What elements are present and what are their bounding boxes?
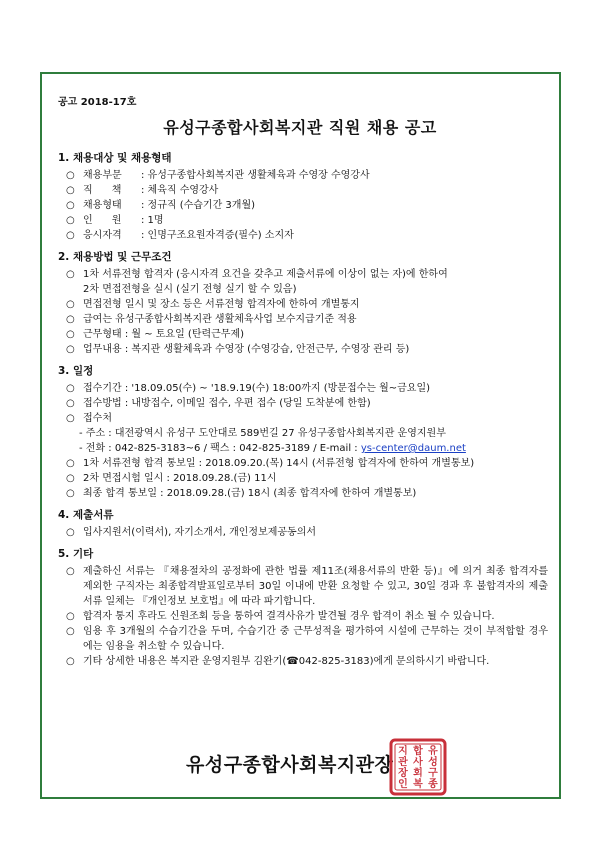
item-text: 기타 상세한 내용은 복지관 운영지원부 김완기(☎042-825-3183)에게 문의하시기 바랍니다. xyxy=(83,656,490,667)
list-item xyxy=(66,198,548,213)
list-item xyxy=(66,228,548,243)
item-value: : 유성구종합사회복지관 생활체육과 수영장 수영강사 xyxy=(141,170,370,181)
circle-bullet-icon: ○ xyxy=(66,299,75,310)
circle-bullet-icon: ○ xyxy=(66,344,75,355)
page-title: 유성구종합사회복지관 직원 채용 공고 xyxy=(163,118,437,137)
item-text: 최종 합격 통보일 : 2018.09.28.(금) 18시 (최종 합격자에 한하여 개별통보) xyxy=(83,488,417,499)
seal-glyph: 지 xyxy=(398,746,408,757)
item-value: : 체육직 수영강사 xyxy=(141,185,219,196)
item-text: 접수기간 : '18.09.05(수) ~ '18.9.19(수) 18:00까지 (방문접수는 월~금요일) xyxy=(83,383,431,394)
circle-bullet-icon: ○ xyxy=(66,527,75,538)
list-item xyxy=(66,267,548,297)
circle-bullet-icon: ○ xyxy=(66,383,75,394)
list-item xyxy=(66,654,548,669)
seal-glyph: 성 xyxy=(428,757,438,768)
list-item xyxy=(66,381,548,396)
circle-bullet-icon: ○ xyxy=(66,215,75,226)
section-etc xyxy=(58,547,548,669)
address-line: - 주소 : 대전광역시 유성구 도안대로 589번길 27 유성구종합사회복지관 운영지원부 xyxy=(79,428,446,439)
section-documents xyxy=(58,508,548,540)
circle-bullet-icon: ○ xyxy=(66,269,75,280)
section-recruitment-target xyxy=(58,151,548,243)
list-item xyxy=(66,327,548,342)
section-heading: 3. 일정 xyxy=(58,365,94,377)
circle-bullet-icon: ○ xyxy=(66,656,75,667)
item-text: 제출하신 서류는 『채용절차의 공정화에 관한 법률 제11조(채용서류의 반환 등)』에 의거 최종 합격자를 제외한 구직자는 최종합격발표일로부터 30일 이내에 반환 요청할 수 있고, 30일 경과 후 불합격자의 제출서류 일체는 『개인정보 보호법』에 따라 파기합니다. xyxy=(83,566,548,607)
item-text: 근무형태 : 월 ~ 토요일 (탄력근무제) xyxy=(83,329,245,340)
circle-bullet-icon: ○ xyxy=(66,626,75,637)
seal-glyph: 관 xyxy=(398,757,408,768)
section-heading: 5. 기타 xyxy=(58,548,94,560)
item-text: 접수방법 : 내방접수, 이메일 접수, 우편 접수 (당일 도착분에 한함) xyxy=(83,398,371,409)
section-method-conditions xyxy=(58,250,548,357)
item-label: 직 책 xyxy=(83,185,122,196)
official-seal-icon xyxy=(389,738,447,796)
circle-bullet-icon: ○ xyxy=(66,314,75,325)
seal-glyph: 장 xyxy=(398,768,408,779)
item-text: 합격자 통지 후라도 신원조회 등을 통하여 결격사유가 발견될 경우 합격이 취소 될 수 있습니다. xyxy=(83,611,495,622)
seal-glyph: 인 xyxy=(398,779,408,790)
list-item xyxy=(66,564,548,609)
item-text: 업무내용 : 복지관 생활체육과 수영장 (수영강습, 안전근무, 수영장 관리 등) xyxy=(83,344,410,355)
phone-fax-text: - 전화 : 042-825-3183~6 / 팩스 : 042-825-3189 / E-mail : xyxy=(79,443,361,454)
item-label: 채용형태 xyxy=(83,200,122,211)
item-text: 2차 면접시험 일시 : 2018.09.28.(금) 11시 xyxy=(83,473,277,484)
circle-bullet-icon: ○ xyxy=(66,611,75,622)
circle-bullet-icon: ○ xyxy=(66,413,75,424)
circle-bullet-icon: ○ xyxy=(66,230,75,241)
item-text: 임용 후 3개월의 수습기간을 두며, 수습기간 중 근무성적을 평가하여 시설에 근무하는 것이 부적합할 경우에는 임용을 취소할 수 있습니다. xyxy=(83,626,548,652)
issuer-signature: 유성구종합사회복지관장 xyxy=(186,754,394,776)
circle-bullet-icon: ○ xyxy=(66,458,75,469)
notice-body xyxy=(58,151,548,676)
email-link[interactable]: ys-center@daum.net xyxy=(360,443,466,454)
seal-glyph: 사 xyxy=(413,757,423,768)
list-item xyxy=(66,525,548,540)
item-text: 접수처 xyxy=(83,413,112,424)
circle-bullet-icon: ○ xyxy=(66,185,75,196)
list-item xyxy=(66,312,548,327)
item-text: 2차 면접전형을 실시 (실기 전형 실기 할 수 있음) xyxy=(83,284,297,295)
list-item xyxy=(66,297,548,312)
section-heading: 4. 제출서류 xyxy=(58,509,114,521)
circle-bullet-icon: ○ xyxy=(66,170,75,181)
list-item xyxy=(66,411,548,426)
seal-glyph: 종 xyxy=(428,779,438,790)
section-heading: 1. 채용대상 및 채용형태 xyxy=(58,152,172,164)
circle-bullet-icon: ○ xyxy=(66,200,75,211)
item-text: 1차 서류전형 합격자 (응시자격 요건을 갖추고 제출서류에 이상이 없는 자)에 한하여 xyxy=(83,269,448,280)
notice-number: 공고 2018-17호 xyxy=(58,97,137,108)
list-item xyxy=(66,486,548,501)
item-text: 1차 서류전형 합격 통보일 : 2018.09.20.(목) 14시 (서류전형 합격자에 한하여 개별통보) xyxy=(83,458,475,469)
item-label: 응시자격 xyxy=(83,230,122,241)
circle-bullet-icon: ○ xyxy=(66,398,75,409)
list-item xyxy=(66,624,548,654)
list-item xyxy=(66,456,548,471)
seal-glyph: 구 xyxy=(428,768,438,779)
list-item xyxy=(66,213,548,228)
item-value: : 1명 xyxy=(141,215,164,226)
list-item xyxy=(66,183,548,198)
list-item xyxy=(66,342,548,357)
list-item xyxy=(66,168,548,183)
seal-glyph: 합 xyxy=(413,746,423,757)
seal-glyph: 회 xyxy=(413,768,423,779)
list-item xyxy=(66,609,548,624)
seal-glyph: 복 xyxy=(413,779,423,790)
circle-bullet-icon: ○ xyxy=(66,473,75,484)
section-schedule xyxy=(58,364,548,501)
list-item xyxy=(66,471,548,486)
item-label: 채용부문 xyxy=(83,170,122,181)
seal-glyph: 유 xyxy=(428,746,438,757)
section-heading: 2. 채용방법 및 근무조건 xyxy=(58,251,172,263)
item-text: 급여는 유성구종합사회복지관 생활체육사업 보수지급기준 적용 xyxy=(83,314,357,325)
contact-line xyxy=(79,441,548,456)
item-value: : 인명구조요원자격증(필수) 소지자 xyxy=(141,230,294,241)
item-label: 인 원 xyxy=(83,215,122,226)
circle-bullet-icon: ○ xyxy=(66,488,75,499)
circle-bullet-icon: ○ xyxy=(66,329,75,340)
item-text: 입사지원서(이력서), 자기소개서, 개인정보제공동의서 xyxy=(83,527,317,538)
circle-bullet-icon: ○ xyxy=(66,566,75,577)
item-value: : 정규직 (수습기간 3개월) xyxy=(141,200,256,211)
list-item xyxy=(66,396,548,411)
item-text: 면접전형 일시 및 장소 등은 서류전형 합격자에 한하여 개별통지 xyxy=(83,299,360,310)
